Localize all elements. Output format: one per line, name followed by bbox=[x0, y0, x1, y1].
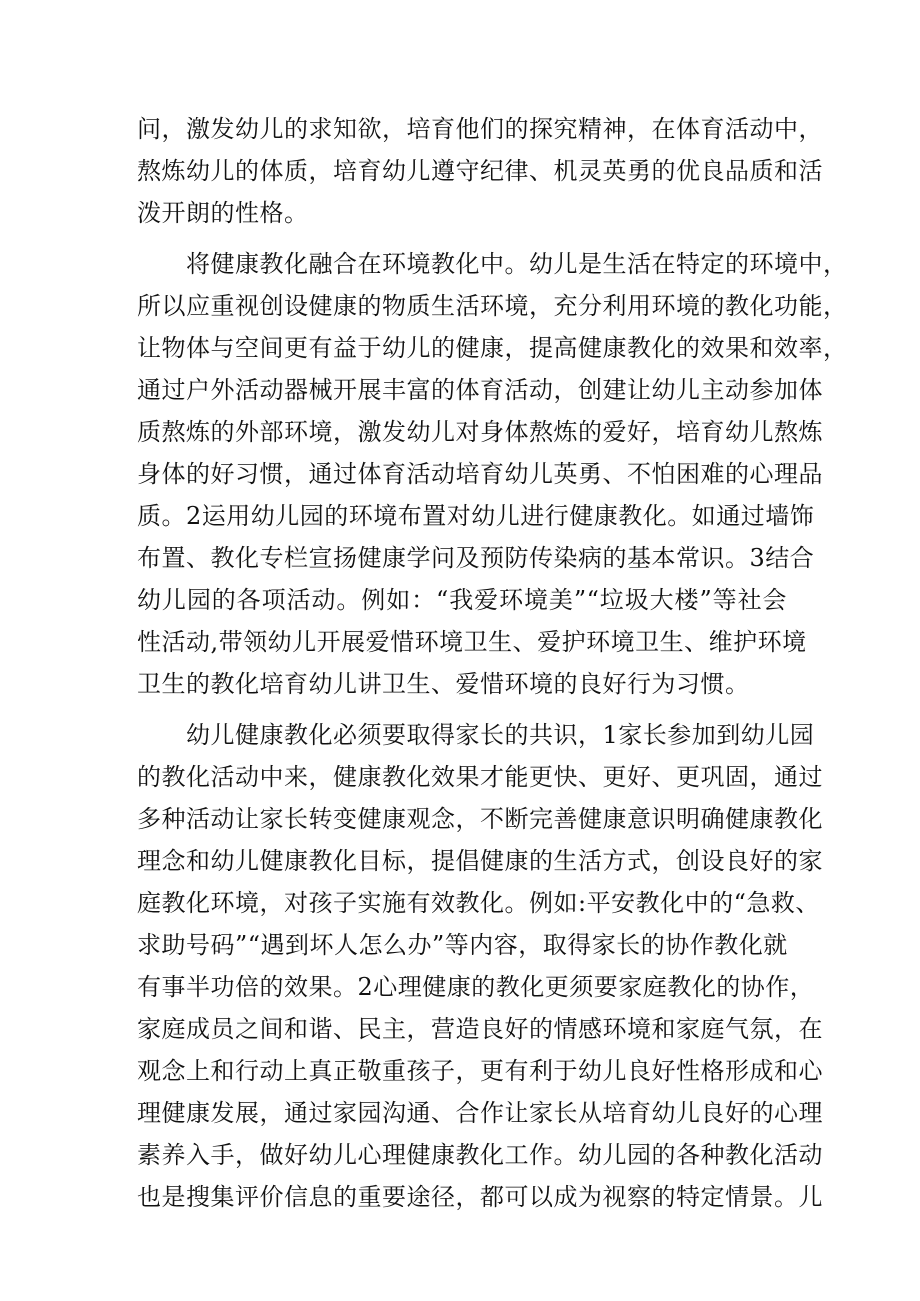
text-line: 幼儿园的各项活动。例如：“我爱环境美”“垃圾大楼”等社会 bbox=[137, 586, 787, 614]
text-line: 理健康发展，通过家园沟通、合作让家长从培育幼儿良好的心理 bbox=[137, 1099, 823, 1127]
text-line: 多种活动让家长转变健康观念，不断完善健康意识明确健康教化 bbox=[137, 805, 823, 833]
paragraph-1 bbox=[137, 108, 823, 234]
text-line: 观念上和行动上真正敬重孩子，更有利于幼儿良好性格形成和心 bbox=[137, 1057, 823, 1085]
text-line: 卫生的教化培育幼儿讲卫生、爱惜环境的良好行为习惯。 bbox=[137, 670, 750, 698]
text-line: 布置、教化专栏宣扬健康学问及预防传染病的基本常识。3结合 bbox=[137, 544, 815, 572]
text-line: 身体的好习惯，通过体育活动培育幼儿英勇、不怕困难的心理品 bbox=[137, 460, 823, 488]
body-text bbox=[137, 108, 848, 1218]
text-line: 泼开朗的性格。 bbox=[137, 199, 309, 227]
paragraph-3 bbox=[137, 714, 823, 1218]
text-line: 质熬炼的外部环境，激发幼儿对身体熬炼的爱好，培育幼儿熬炼 bbox=[137, 418, 823, 446]
text-line: 的教化活动中来，健康教化效果才能更快、更好、更巩固，通过 bbox=[137, 763, 823, 791]
text-line: 家庭成员之间和谐、民主，营造良好的情感环境和家庭气氛，在 bbox=[137, 1015, 823, 1043]
text-line: 也是搜集评价信息的重要途径，都可以成为视察的特定情景。儿 bbox=[137, 1183, 823, 1211]
text-line: 性活动,带领幼儿开展爱惜环境卫生、爱护环境卫生、维护环境 bbox=[137, 628, 807, 656]
text-line: 理念和幼儿健康教化目标，提倡健康的生活方式，创设良好的家 bbox=[137, 847, 823, 875]
text-line: 所以应重视创设健康的物质生活环境，充分利用环境的教化功能， bbox=[137, 292, 848, 320]
text-line: 幼儿健康教化必须要取得家长的共识，1家长参加到幼儿园 bbox=[186, 721, 815, 749]
text-line: 有事半功倍的效果。2心理健康的教化更须要家庭教化的协作， bbox=[137, 973, 815, 1001]
text-line: 将健康教化融合在环境教化中。幼儿是生活在特定的环境中， bbox=[186, 250, 848, 278]
text-line: 让物体与空间更有益于幼儿的健康，提高健康教化的效果和效率， bbox=[137, 334, 848, 362]
text-line: 通过户外活动器械开展丰富的体育活动，创建让幼儿主动参加体 bbox=[137, 376, 823, 404]
text-line: 质。2运用幼儿园的环境布置对幼儿进行健康教化。如通过墙饰 bbox=[137, 502, 815, 530]
paragraph-2 bbox=[137, 243, 848, 705]
text-line: 庭教化环境，对孩子实施有效教化。例如:平安教化中的“急救、 bbox=[137, 889, 820, 917]
text-line: 求助号码”“遇到坏人怎么办”等内容，取得家长的协作教化就 bbox=[137, 931, 788, 959]
text-line: 问，激发幼儿的求知欲，培育他们的探究精神，在体育活动中， bbox=[137, 115, 823, 143]
text-line: 熬炼幼儿的体质，培育幼儿遵守纪律、机灵英勇的优良品质和活 bbox=[137, 157, 823, 185]
text-line: 素养入手，做好幼儿心理健康教化工作。幼儿园的各种教化活动 bbox=[137, 1141, 823, 1169]
